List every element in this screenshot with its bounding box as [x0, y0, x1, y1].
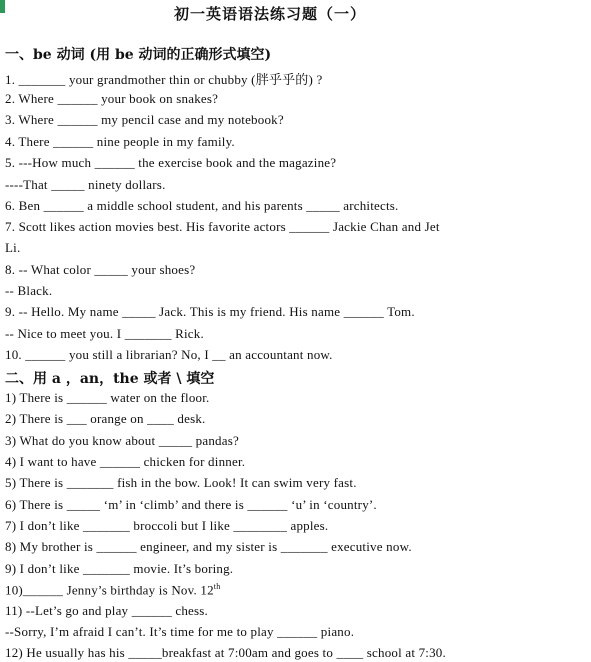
question-line: ----That _____ ninety dollars. [5, 177, 166, 192]
question-line: 3. Where ______ my pencil case and my notebook? [5, 112, 284, 127]
question-line: 6. Ben ______ a middle school student, and his parents _____ architects. [5, 198, 399, 213]
question-text: 10)______ Jenny’s birthday is Nov. 12 [5, 582, 214, 598]
question-line: -- Nice to meet you. I _______ Rick. [5, 326, 204, 341]
question-line: 4) I want to have ______ chicken for dinner. [5, 454, 246, 469]
question-line: Li. [5, 240, 21, 255]
section1-heading: 一、be 动词 (用 be 动词的正确形式填空) [5, 47, 272, 63]
question-line-birthday [5, 582, 220, 598]
question-line: 9) I don’t like _______ movie. It’s boring. [5, 561, 234, 576]
question-line: --Sorry, I’m afraid I can’t. It’s time for me to play ______ piano. [5, 624, 355, 639]
section2-heading: 二、用 a ，an，the 或者 \ 填空 [5, 371, 215, 387]
page-title: 初一英语语法练习题（一） [173, 5, 366, 23]
question-line: 7. Scott likes action movies best. His favorite actors ______ Jackie Chan and Jet [5, 219, 440, 234]
question-line: 3) What do you know about _____ pandas? [5, 433, 239, 448]
question-line: 5) There is _______ fish in the bow. Look! It can swim very fast. [5, 475, 357, 490]
question-line: 10. ______ you still a librarian? No, I __ an accountant now. [5, 347, 333, 362]
question-line: 7) I don’t like _______ broccoli but I like ________ apples. [5, 518, 329, 533]
question-line: 8. -- What color _____ your shoes? [5, 262, 196, 277]
question-line: 2) There is ___ orange on ____ desk. [5, 411, 206, 426]
ordinal-superscript: th [213, 582, 221, 591]
question-line: 4. There ______ nine people in my family. [5, 134, 235, 149]
question-line: -- Black. [5, 283, 53, 298]
question-line: 11) --Let’s go and play ______ chess. [5, 603, 208, 618]
question-line: 9. -- Hello. My name _____ Jack. This is my friend. His name ______ Tom. [5, 304, 415, 319]
question-line: 8) My brother is ______ engineer, and my sister is _______ executive now. [5, 539, 412, 554]
question-line: 1) There is ______ water on the floor. [5, 390, 210, 405]
question-line: 12) He usually has his _____breakfast at 7:00am and goes to ____ school at 7:30. [5, 645, 446, 660]
question-line: 2. Where ______ your book on snakes? [5, 91, 219, 106]
question-line: 6) There is _____ ‘m’ in ‘climb’ and there is ______ ‘u’ in ‘country’. [5, 497, 377, 512]
question-line: 1. _______ your grandmother thin or chubby (胖乎乎的) ? [5, 72, 323, 87]
question-line: 5. ---How much ______ the exercise book and the magazine? [5, 155, 337, 170]
